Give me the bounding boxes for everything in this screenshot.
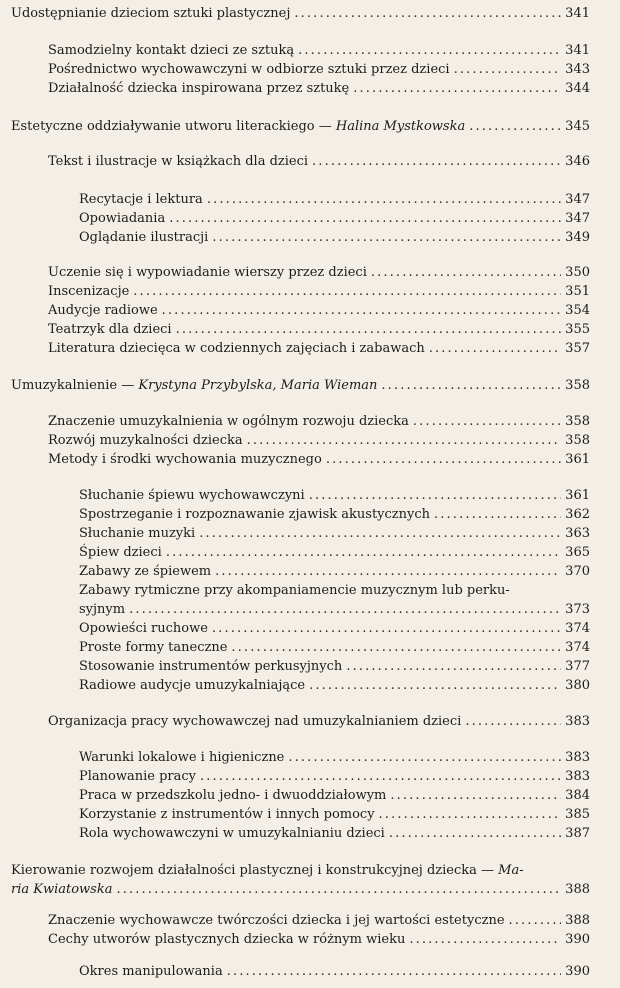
entry-title: Samodzielny kontakt dzieci ze sztuką — [48, 43, 295, 58]
leader-dots — [312, 153, 561, 170]
entry-title: Udostępnianie dzieciom sztuki plastycznej — [11, 6, 291, 21]
leader-dots — [200, 768, 561, 785]
entry-page: 387 — [565, 826, 590, 841]
toc-entry — [48, 302, 590, 319]
toc-entry — [48, 283, 590, 300]
entry-title: Opowieści ruchowe — [79, 621, 208, 636]
entry-title: Inscenizacje — [48, 284, 130, 299]
entry-title: Recytacje i lektura — [79, 192, 203, 207]
leader-dots — [288, 749, 561, 766]
leader-dots — [390, 787, 561, 804]
leader-dots — [353, 80, 561, 97]
leader-dots — [389, 825, 561, 842]
leader-dots — [294, 5, 561, 22]
leader-dots — [379, 806, 562, 823]
leader-dots — [227, 963, 561, 980]
toc-entry — [11, 5, 590, 22]
entry-page: 355 — [565, 322, 590, 337]
entry-title: Opowiadania — [79, 211, 166, 226]
entry-page: 365 — [565, 545, 590, 560]
leader-dots — [215, 563, 561, 580]
entry-title: Organizacja pracy wychowawczej nad umuzykalnianiem dzieci — [48, 714, 462, 729]
entry-title: Znaczenie umuzykalnienia w ogólnym rozwoju dziecka — [48, 414, 409, 429]
leader-dots — [429, 340, 561, 357]
entry-page: 383 — [565, 769, 590, 784]
toc-entry — [48, 80, 590, 97]
entry-page: 383 — [565, 714, 590, 729]
toc-entry — [79, 806, 590, 823]
entry-title: Umuzykalnienie — Krystyna Przybylska, Maria Wieman — [11, 378, 378, 393]
entry-title-line1: Kierowanie rozwojem działalności plastycznej i konstrukcyjnej dziecka — Ma- — [11, 863, 524, 878]
leader-dots — [371, 264, 561, 281]
entry-title: Audycje radiowe — [48, 303, 158, 318]
entry-page: 361 — [565, 488, 590, 503]
leader-dots — [247, 432, 562, 449]
entry-title: Rozwój muzykalności dziecka — [48, 433, 243, 448]
toc-entry — [79, 525, 590, 542]
entry-page: 345 — [565, 119, 590, 134]
leader-dots — [298, 42, 561, 59]
toc-entry — [79, 506, 590, 523]
toc-entry — [48, 713, 590, 730]
toc-entry — [79, 768, 590, 785]
leader-dots — [465, 713, 561, 730]
entry-page: 358 — [565, 414, 590, 429]
entry-page: 341 — [565, 43, 590, 58]
leader-dots — [454, 61, 562, 78]
entry-page: 374 — [565, 621, 590, 636]
entry-title: Spostrzeganie i rozpoznawanie zjawisk akustycznych — [79, 507, 431, 522]
entry-title: Oglądanie ilustracji — [79, 230, 209, 245]
entry-page: 346 — [565, 154, 590, 169]
entry-title: Literatura dziecięca w codziennych zajęciach i zabawach — [48, 341, 425, 356]
entry-page: 350 — [565, 265, 590, 280]
toc-entry — [79, 787, 590, 804]
entry-title: Korzystanie z instrumentów i innych pomocy — [79, 807, 375, 822]
entry-author: Krystyna Przybylska, Maria Wieman — [138, 378, 378, 393]
toc-entry — [79, 210, 590, 227]
toc-entry — [48, 931, 590, 948]
leader-dots — [309, 677, 561, 694]
leader-dots — [166, 544, 561, 561]
toc-entry — [79, 544, 590, 561]
toc-entry — [79, 825, 590, 842]
entry-title: Metody i środki wychowania muzycznego — [48, 452, 322, 467]
entry-page: 370 — [565, 564, 590, 579]
entry-page: 358 — [565, 433, 590, 448]
toc-entry — [48, 432, 590, 449]
entry-page: 351 — [565, 284, 590, 299]
entry-title: Cechy utworów plastycznych dziecka w różnym wieku — [48, 932, 406, 947]
entry-page: 349 — [565, 230, 590, 245]
entry-title: Stosowanie instrumentów perkusyjnych — [79, 659, 343, 674]
toc-entry — [79, 677, 590, 694]
leader-dots — [116, 881, 561, 898]
entry-title: Tekst i ilustracje w książkach dla dzieci — [48, 154, 309, 169]
entry-author: Halina Mystkowska — [335, 119, 466, 134]
entry-page: 388 — [565, 913, 590, 928]
toc-entry — [79, 563, 590, 580]
toc-entry — [79, 639, 590, 656]
entry-title: Planowanie pracy — [79, 769, 196, 784]
entry-title: Praca w przedszkolu jedno- i dwuoddziałowym — [79, 788, 387, 803]
entry-page: 384 — [565, 788, 590, 803]
entry-title-line2: syjnym — [79, 602, 126, 617]
toc-entry — [48, 413, 590, 430]
entry-page: 362 — [565, 507, 590, 522]
leader-dots — [212, 229, 561, 246]
entry-title: Radiowe audycje umuzykalniające — [79, 678, 306, 693]
toc-entry — [79, 963, 590, 980]
entry-page: 377 — [565, 659, 590, 674]
toc-entry — [48, 42, 590, 59]
toc-entry — [48, 340, 590, 357]
entry-page: 374 — [565, 640, 590, 655]
toc-entry — [48, 321, 590, 338]
toc-entry — [79, 229, 590, 246]
entry-title: Znaczenie wychowawcze twórczości dziecka i jej wartości estetyczne — [48, 913, 505, 928]
entry-page: 341 — [565, 6, 590, 21]
toc-entry — [48, 153, 590, 170]
entry-author: ria Kwiatowska — [11, 882, 113, 897]
entry-page: 388 — [565, 882, 590, 897]
leader-dots — [176, 321, 562, 338]
entry-page: 383 — [565, 750, 590, 765]
entry-page: 363 — [565, 526, 590, 541]
entry-page: 373 — [565, 602, 590, 617]
leader-dots — [409, 931, 561, 948]
leader-dots — [346, 658, 561, 675]
entry-page: 380 — [565, 678, 590, 693]
entry-page: 358 — [565, 378, 590, 393]
entry-title: Proste formy taneczne — [79, 640, 228, 655]
leader-dots — [231, 639, 561, 656]
entry-title: Warunki lokalowe i higieniczne — [79, 750, 285, 765]
entry-page: 354 — [565, 303, 590, 318]
entry-title: Śpiew dzieci — [79, 545, 162, 560]
entry-author: Ma- — [498, 863, 524, 878]
entry-page: 390 — [565, 964, 590, 979]
entry-title: Uczenie się i wypowiadanie wierszy przez dzieci — [48, 265, 367, 280]
entry-title: Słuchanie śpiewu wychowawczyni — [79, 488, 305, 503]
entry-page: 344 — [565, 81, 590, 96]
leader-dots — [162, 302, 562, 319]
toc-entry — [48, 61, 590, 78]
toc-entry — [48, 264, 590, 281]
toc-entry — [48, 451, 590, 468]
toc-entry — [79, 601, 590, 618]
leader-dots — [469, 118, 561, 135]
entry-page: 347 — [565, 192, 590, 207]
entry-title-line2 — [11, 881, 112, 898]
entry-title-line1: Zabawy rytmiczne przy akompaniamencie muzycznym lub perku- — [79, 583, 510, 598]
leader-dots — [199, 525, 561, 542]
entry-title: Działalność dziecka inspirowana przez sztukę — [48, 81, 350, 96]
leader-dots — [212, 620, 561, 637]
toc-entry — [11, 881, 590, 898]
entry-page: 390 — [565, 932, 590, 947]
entry-page: 361 — [565, 452, 590, 467]
entry-title: Okres manipulowania — [79, 964, 223, 979]
toc-entry — [79, 487, 590, 504]
entry-title: Estetyczne oddziaływanie utworu literackiego — Halina Mystkowska — [11, 119, 466, 134]
leader-dots — [309, 487, 561, 504]
entry-page: 347 — [565, 211, 590, 226]
toc-entry — [79, 191, 590, 208]
toc-entry — [79, 658, 590, 675]
entry-page: 343 — [565, 62, 590, 77]
leader-dots — [133, 283, 561, 300]
leader-dots — [169, 210, 561, 227]
entry-title: Zabawy ze śpiewem — [79, 564, 212, 579]
leader-dots — [381, 377, 561, 394]
entry-page: 385 — [565, 807, 590, 822]
leader-dots — [434, 506, 561, 523]
toc-entry — [11, 377, 590, 394]
toc-entry — [11, 118, 590, 135]
leader-dots — [129, 601, 561, 618]
leader-dots — [207, 191, 561, 208]
toc-entry — [79, 749, 590, 766]
entry-title: Słuchanie muzyki — [79, 526, 196, 541]
leader-dots — [326, 451, 561, 468]
toc-entry — [48, 912, 590, 929]
entry-title: Pośrednictwo wychowawczyni w odbiorze sztuki przez dzieci — [48, 62, 450, 77]
leader-dots — [413, 413, 561, 430]
entry-title: Rola wychowawczyni w umuzykalnianiu dzieci — [79, 826, 385, 841]
leader-dots — [509, 912, 562, 929]
entry-title: Teatrzyk dla dzieci — [48, 322, 172, 337]
toc-entry — [79, 620, 590, 637]
entry-page: 357 — [565, 341, 590, 356]
